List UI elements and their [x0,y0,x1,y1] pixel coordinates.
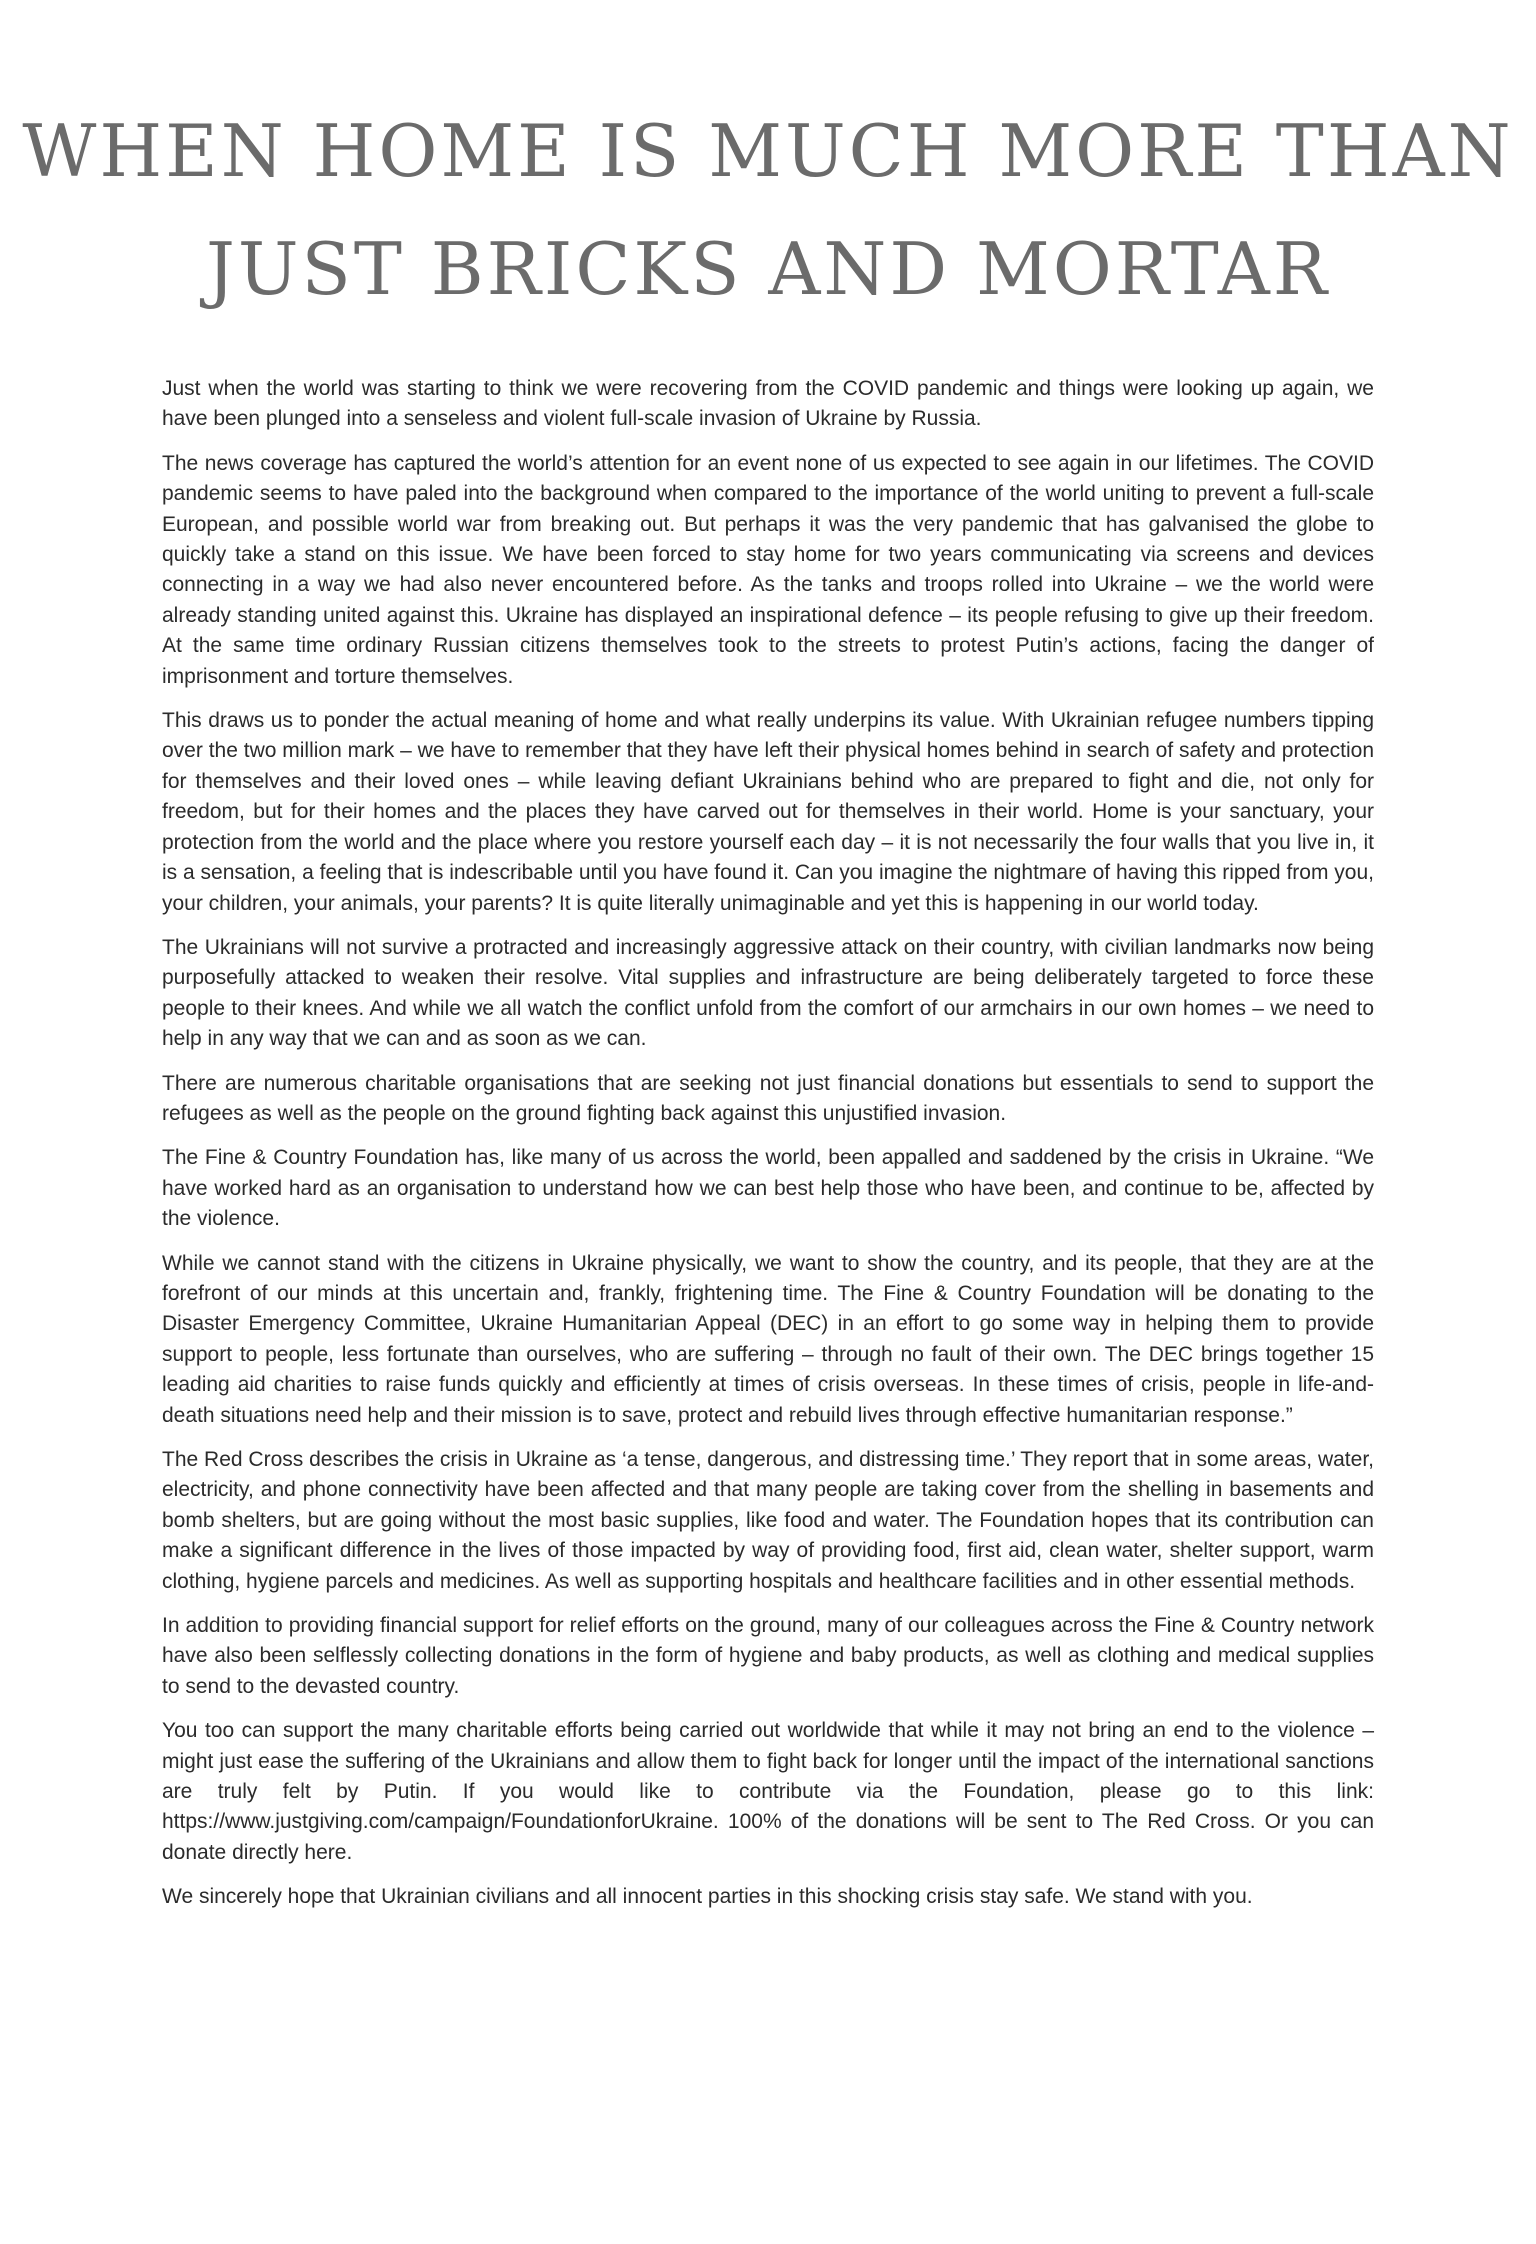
article-paragraph: In addition to providing financial support for relief efforts on the ground, many of our colleagues across the Fine & Country network have also been selflessly collecting donations in the form of hygiene and baby products, as well as clothing and medical supplies to send to the devasted country. [162,1614,1374,1698]
article-paragraph: The Red Cross describes the crisis in Ukraine as ‘a tense, dangerous, and distressing time.’ They report that in some areas, water, electricity, and phone connectivity have been affected and that many people are taking cover from the shelling in basements and bomb shelters, but are going without the most basic supplies, like food and water. The Foundation hopes that its contribution can make a significant difference in the lives of those impacted by way of providing food, first aid, clean water, shelter support, warm clothing, hygiene parcels and medicines. As well as supporting hospitals and healthcare facilities and in other essential methods. [162,1448,1374,1593]
article-paragraph: The Ukrainians will not survive a protracted and increasingly aggressive attack on their country, with civilian landmarks now being purposefully attacked to weaken their resolve. Vital supplies and infrastructure are being deliberately targeted to force these people to their knees. And while we all watch the conflict unfold from the comfort of our armchairs in our own homes – we need to help in any way that we can and as soon as we can. [162,935,1374,1051]
article-paragraph: There are numerous charitable organisations that are seeking not just financial donations but essentials to send to support the refugees as well as the people on the ground fighting back against this unjustified invasion. [162,1071,1374,1125]
article-paragraph: While we cannot stand with the citizens in Ukraine physically, we want to show the country, and its people, that they are at the forefront of our minds at this uncertain and, frankly, frightening time. The Fine & Country Foundation will be donating to the Disaster Emergency Committee, Ukraine Humanitarian Appeal (DEC) in an effort to go some way in helping them to provide support to people, less fortunate than ourselves, who are suffering – through no fault of their own. The DEC brings together 15 leading aid charities to raise funds quickly and efficiently at times of crisis overseas. In these times of crisis, people in life-and-death situations need help and their mission is to save, protect and rebuild lives through effective humanitarian response.” [162,1251,1374,1427]
article-paragraph: The news coverage has captured the world’s attention for an event none of us expected to see again in our lifetimes. The COVID pandemic seems to have paled into the background when compared to the importance of the world uniting to prevent a full-scale European, and possible world war from breaking out. But perhaps it was the very pandemic that has galvanised the globe to quickly take a stand on this issue. We have been forced to stay home for two years communicating via screens and devices connecting in a way we had also never encountered before. As the tanks and troops rolled into Ukraine – we the world were already standing united against this. Ukraine has displayed an inspirational defence – its people refusing to give up their freedom. At the same time ordinary Russian citizens themselves took to the streets to protest Putin’s actions, facing the danger of imprisonment and torture themselves. [162,451,1374,688]
article-paragraph: We sincerely hope that Ukrainian civilians and all innocent parties in this shocking crisis stay safe. We stand with you. [162,1885,1253,1909]
article-paragraph: Just when the world was starting to think we were recovering from the COVID pandemic and things were looking up again, we have been plunged into a senseless and violent full-scale invasion of Ukraine by Russia. [162,377,1374,431]
article-paragraph: This draws us to ponder the actual meaning of home and what really underpins its value. With Ukrainian refugee numbers tipping over the two million mark – we have to remember that they have left their physical homes behind in search of safety and protection for themselves and their loved ones – while leaving defiant Ukrainians behind who are prepared to fight and die, not only for freedom, but for their homes and the places they have carved out for themselves in their world. Home is your sanctuary, your protection from the world and the place where you restore yourself each day – it is not necessarily the four walls that you live in, it is a sensation, a feeling that is indescribable until you have found it. Can you imagine the nightmare of having this ripped from you, your children, your animals, your parents? It is quite literally unimaginable and yet this is happening in our world today. [162,709,1374,915]
article-paragraph: The Fine & Country Foundation has, like many of us across the world, been appalled and saddened by the crisis in Ukraine. “We have worked hard as an organisation to understand how we can best help those who have been, and continue to be, affected by the violence. [162,1146,1374,1231]
article-body [162,374,1374,1927]
headline-line-2: JUST BRICKS AND MORTAR [205,227,1331,311]
article-headline [0,92,1536,328]
article-paragraph: You too can support the many charitable efforts being carried out worldwide that while it may not bring an end to the violence – might just ease the suffering of the Ukrainians and allow them to fight back for longer until the impact of the international sanctions are truly felt by Putin. If you would like to contribute via the Foundation, please go to this link: https://www.justgiving.com/campaign/FoundationforUkraine. 100% of the donations will be sent to The Red Cross. Or you can donate directly here. [162,1719,1374,1864]
headline-line-1: WHEN HOME IS MUCH MORE THAN [22,109,1514,193]
